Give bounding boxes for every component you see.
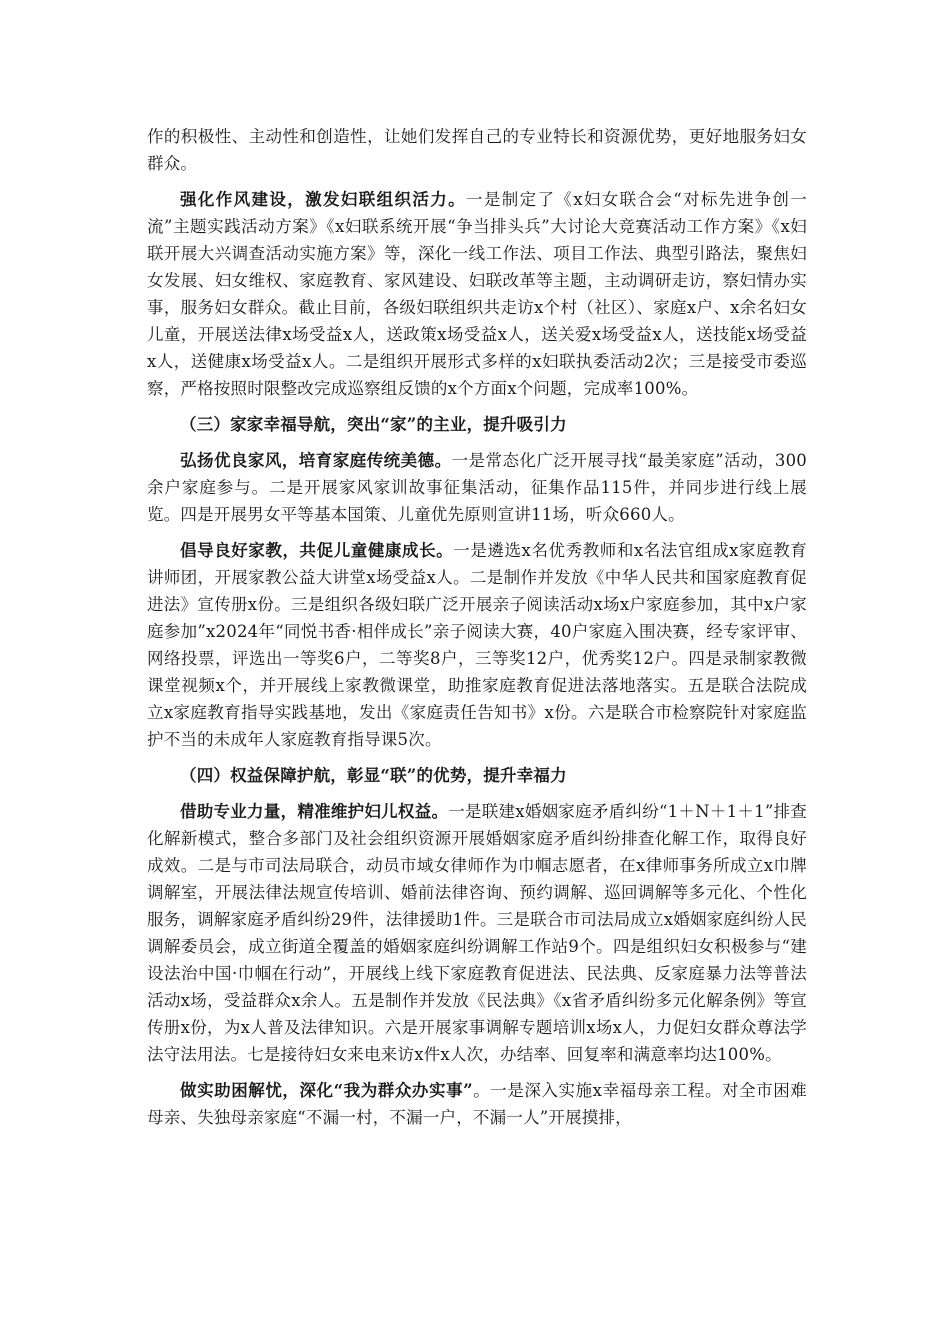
paragraph-text: 一是常态化广泛开展寻找“最美家庭”活动，300余户家庭参与。二是开展家风家训故事征集活动，征集作品115件，并同步进行线上展览。四是开展男女平等基本国策、儿童优先原则宣讲11场，听众660人。 [147, 451, 808, 524]
section-heading-four: （四）权益保障护航，彰显“联”的优势，提升幸福力 [180, 766, 567, 785]
paragraph-text: 。一是深入实施x幸福母亲工程。对全市困难母亲、失独母亲家庭“不漏一村，不漏一户，不漏一人”开展摸排， [147, 1081, 807, 1127]
paragraph-rights-protection [147, 798, 807, 1068]
paragraph-text: 一是制定了《x妇女联合会“对标先进争创一流”主题实践活动方案》《x妇联系统开展“争当排头兵”大讨论大竞赛活动工作方案》《x妇联开展大兴调查活动实施方案》等，深化一线工作法、项目工作法、典型引路法，聚焦妇女发展、妇女维权、家庭教育、家风建设、妇联改革等主题，主动调研走访，察妇情办实事，服务妇女群众。截止目前，各级妇联组织共走访x个村（社区）、家庭x户、x余名妇女儿童，开展送法律x场受益x人，送政策x场受益x人，送关爱x场受益x人，送技能x场受益x人，送健康x场受益x人。二是组织开展形式多样的x妇联执委活动2次；三是接受市委巡察，严格按照时限整改完成巡察组反馈的x个方面x个问题，完成率100%。 [147, 190, 807, 398]
paragraph-relief-support [147, 1077, 807, 1131]
paragraph-lead: 弘扬优良家风，培育家庭传统美德。 [180, 451, 452, 470]
document-page [147, 123, 807, 1140]
paragraph-text: 一是联建x婚姻家庭矛盾纠纷“1＋N＋1＋1”排查化解新模式，整合多部门及社会组织资源开展婚姻家庭矛盾纠纷排查化解工作，取得良好成效。二是与市司法局联合，动员市域女律师作为巾帼志愿者，在x律师事务所成立x巾牌调解室，开展法律法规宣传培训、婚前法律咨询、预约调解、巡回调解等多元化、个性化服务，调解家庭矛盾纠纷29件，法律援助1件。三是联合市司法局成立x婚姻家庭纠纷人民调解委员会，成立街道全覆盖的婚姻家庭纠纷调解工作站9个。四是组织妇女积极参与“建设法治中国·巾帼在行动”，开展线上线下家庭教育促进法、民法典、反家庭暴力法等普法活动x场，受益群众x余人。五是制作并发放《民法典》《x省矛盾纠纷多元化解条例》等宣传册x份，为x人普及法律知识。六是开展家事调解专题培训x场x人，力促妇女群众尊法学法守法用法。七是接待妇女来电来访x件x人次，办结率、回复率和满意率均达100%。 [147, 802, 807, 1064]
paragraph-family-tradition [147, 447, 807, 528]
paragraph-lead: 倡导良好家教，共促儿童健康成长。 [180, 541, 454, 560]
paragraph-work-style [147, 186, 807, 402]
paragraph-continuation [147, 123, 807, 177]
paragraph-text: 作的积极性、主动性和创造性，让她们发挥自己的专业特长和资源优势，更好地服务妇女群众。 [147, 127, 807, 173]
paragraph-lead: 做实助困解忧，深化“我为群众办实事” [180, 1081, 473, 1100]
section-heading-three: （三）家家幸福导航，突出“家”的主业，提升吸引力 [180, 415, 567, 434]
paragraph-lead: 借助专业力量，精准维护妇儿权益。 [180, 802, 449, 821]
paragraph-lead: 强化作风建设，激发妇联组织活力。 [180, 190, 466, 209]
paragraph-family-education [147, 537, 807, 753]
paragraph-text: 一是遴选x名优秀教师和x名法官组成x家庭教育讲师团，开展家教公益大讲堂x场受益x人。二是制作并发放《中华人民共和国家庭教育促进法》宣传册x份。三是组织各级妇联广泛开展亲子阅读活动x场x户家庭参加，其中x户家庭参加”x2024年“同悦书香·相伴成长”亲子阅读大赛，40户家庭入围决赛，经专家评审、网络投票，评选出一等奖6户，二等奖8户，三等奖12户，优秀奖12户。四是录制家教微课堂视频x个，并开展线上家教微课堂，助推家庭教育促进法落地落实。五是联合法院成立x家庭教育指导实践基地，发出《家庭责任告知书》x份。六是联合市检察院针对家庭监护不当的未成年人家庭教育指导课5次。 [147, 541, 807, 749]
